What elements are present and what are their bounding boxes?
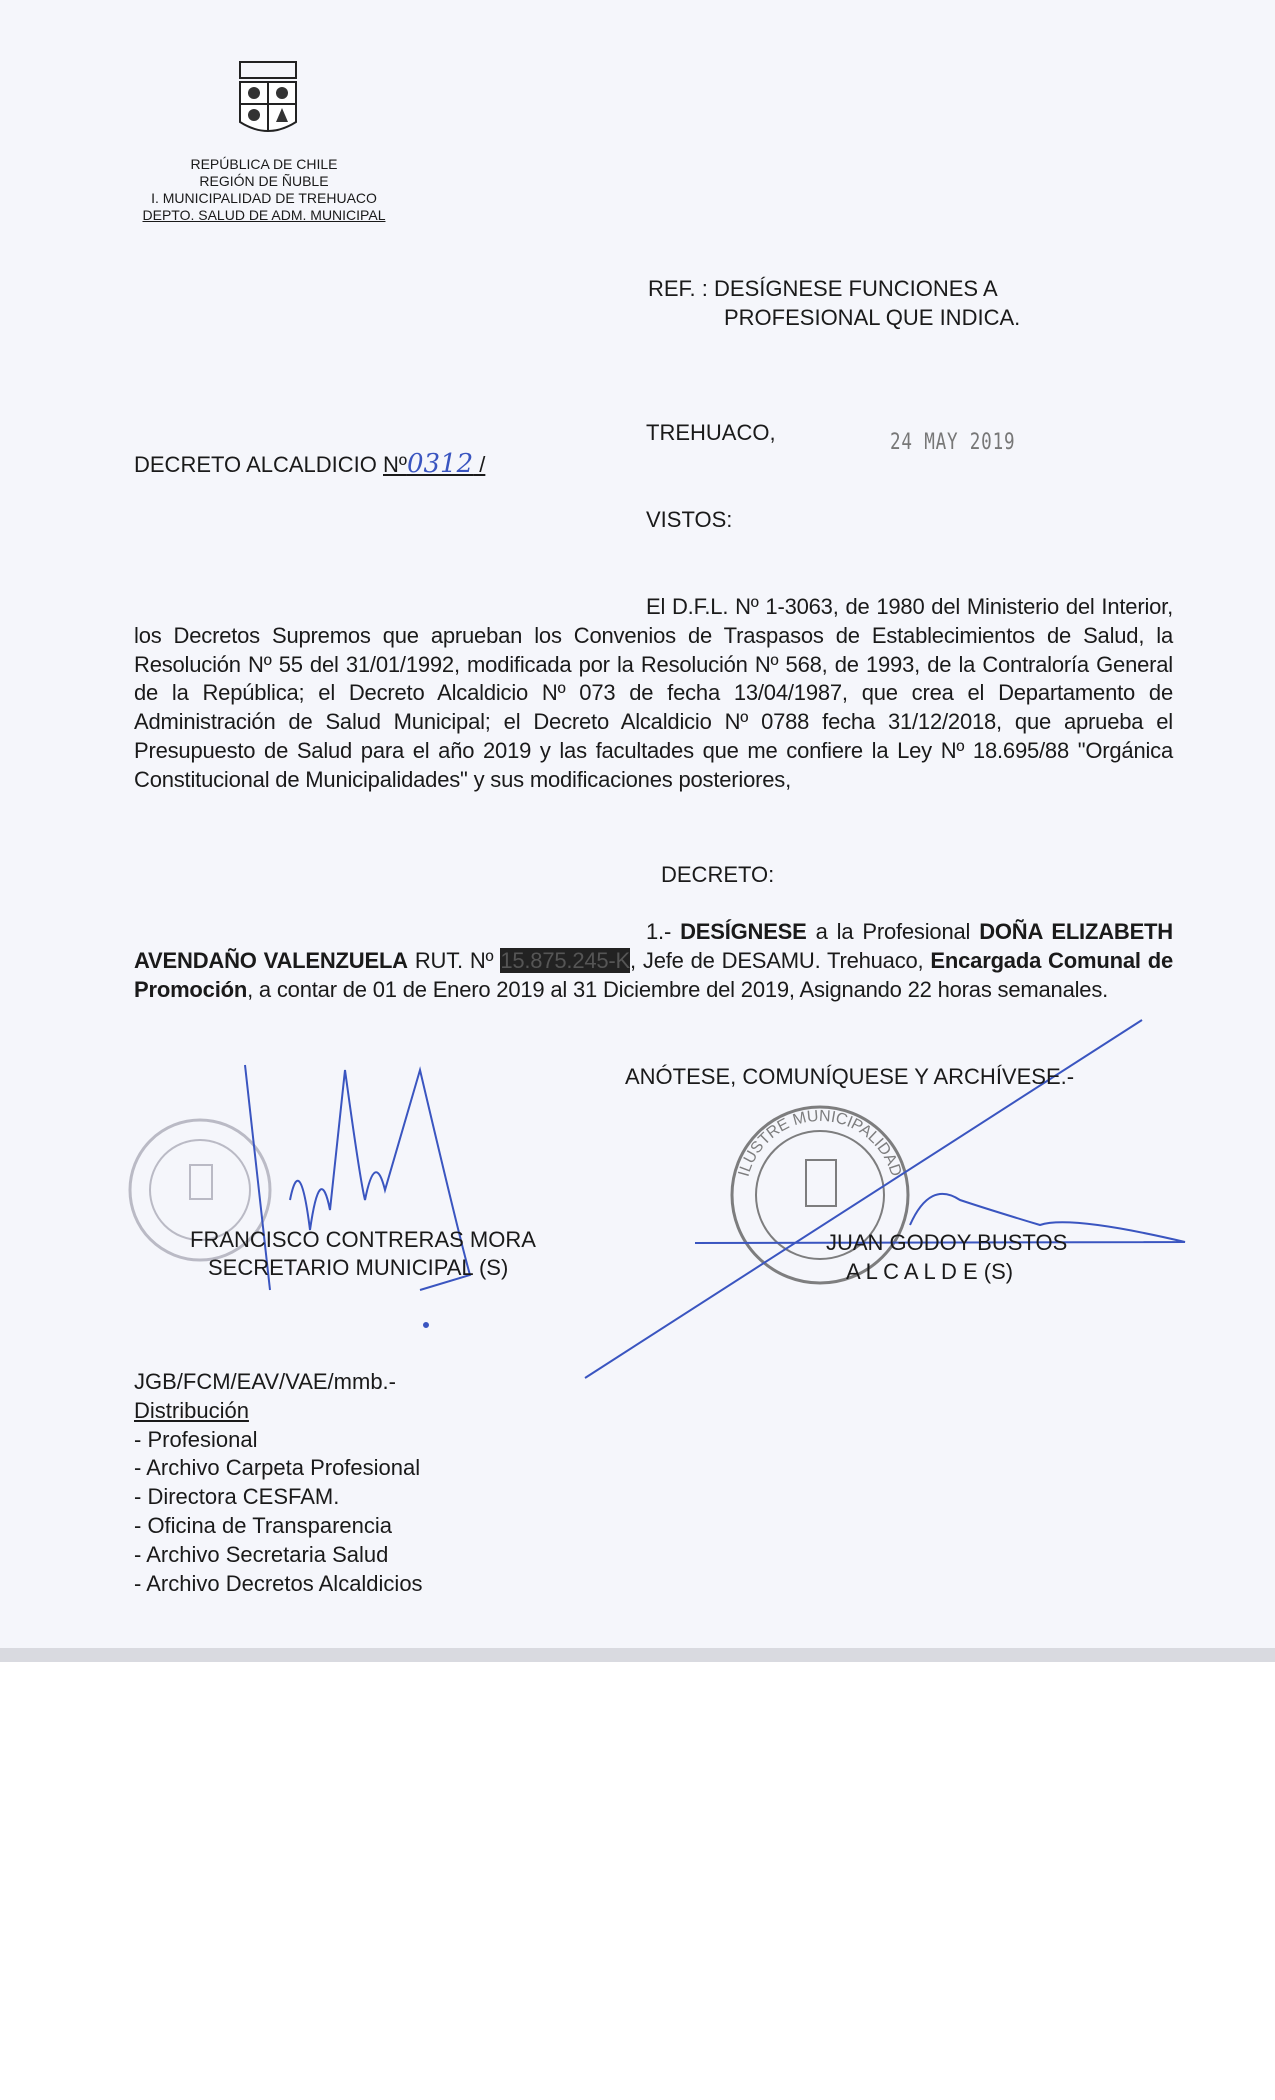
decree-number [134,449,485,479]
distribution-item: - Directora CESFAM. [134,1484,340,1510]
coat-of-arms-logo [240,62,296,131]
letterhead-dept: DEPTO. SALUD DE ADM. MUNICIPAL [142,207,386,223]
article-text: RUT. Nº [407,947,501,973]
distribution-item: - Archivo Decretos Alcaldicios [134,1570,423,1596]
distribution-title: Distribución [134,1397,249,1423]
secretary-signature [245,1065,470,1327]
handwritten-number: 0312 [406,449,474,479]
letterhead-line: REPÚBLICA DE CHILE [190,156,338,172]
decree-no-field [383,449,486,479]
place: TREHUACO, [646,420,776,445]
distribution-item: - Archivo Carpeta Profesional [134,1455,421,1481]
mayor-name: JUAN GODOY BUSTOS [826,1230,1068,1255]
closing-formula: ANÓTESE, COMUNÍQUESE Y ARCHÍVESE.- [625,1064,1075,1089]
decreto-heading: DECRETO: [661,862,775,887]
mayor-title: A L C A L D E (S) [846,1259,1014,1284]
article-text: , Jefe de DESAMU. Trehuaco, [630,947,931,973]
secretary-title: SECRETARIO MUNICIPAL (S) [208,1255,509,1280]
vistos-paragraph [134,593,1173,795]
ref-line-2: PROFESIONAL QUE INDICA. [724,305,1021,330]
appointee-name: DOÑA ELIZABETH AVENDAÑO VALENZUELA [134,919,1173,973]
no-label: Nº [383,452,407,477]
distribution-item: - Profesional [134,1426,258,1452]
article-text: a la Profesional [806,919,980,944]
appointee-role: Encargada Comunal de Promoción [134,947,1173,1002]
letterhead-line: REGIÓN DE ÑUBLE [199,173,329,189]
initials: JGB/FCM/EAV/VAE/mmb.- [134,1369,396,1394]
article-num: 1.- [646,919,681,944]
ref-label: REF. : [648,276,708,301]
article-1 [134,918,1173,1004]
vistos-text: El D.F.L. Nº 1-3063, de 1980 del Ministerio del Interior, los Decretos Supremos que aprueban los Convenios de Traspasos de Establecimientos de Salud, la Resolución Nº 55 del 31/01/1992, modificada por la Resolución Nº 568, de 1993, de la Contraloría General de la República; el Decreto Alcaldicio Nº 073 de fecha 13/04/1987, que crea el Departamento de Administración de Salud Municipal; el Decreto Alcaldicio Nº 0788 fecha 31/12/2018, que aprueba el Presupuesto de Salud para el año 2019 y las facultades que me confiere la Ley Nº 18.695/88 "Orgánica Constitucional de Municipalidades" y sus modificaciones posteriores, [134,594,1173,792]
ref-line-1: DESÍGNESE FUNCIONES A [714,276,998,301]
mayor-seal [732,1107,908,1283]
slash: / [473,452,486,477]
distribution-block [134,1368,423,1598]
seal-text: ILUSTRE MUNICIPALIDAD [735,1107,905,1179]
secretary-name: FRANCISCO CONTRERAS MORA [190,1227,536,1252]
letterhead [134,156,394,224]
article-text: , a contar de 01 de Enero 2019 al 31 Diciembre del 2019, Asignando 22 horas semanales. [247,976,1109,1002]
letterhead-line: I. MUNICIPALIDAD DE TREHUACO [151,190,377,206]
distribution-item: - Archivo Secretaria Salud [134,1541,389,1567]
decree-label: DECRETO ALCALDICIO [134,452,383,477]
article-verb: DESÍGNESE [680,919,807,944]
distribution-item: - Oficina de Transparencia [134,1512,393,1538]
vistos-heading: VISTOS: [646,507,733,532]
date-stamp: 24 MAY 2019 [890,430,1016,455]
redacted-rut: 15.875.245-K [500,947,631,973]
reference [648,276,998,302]
